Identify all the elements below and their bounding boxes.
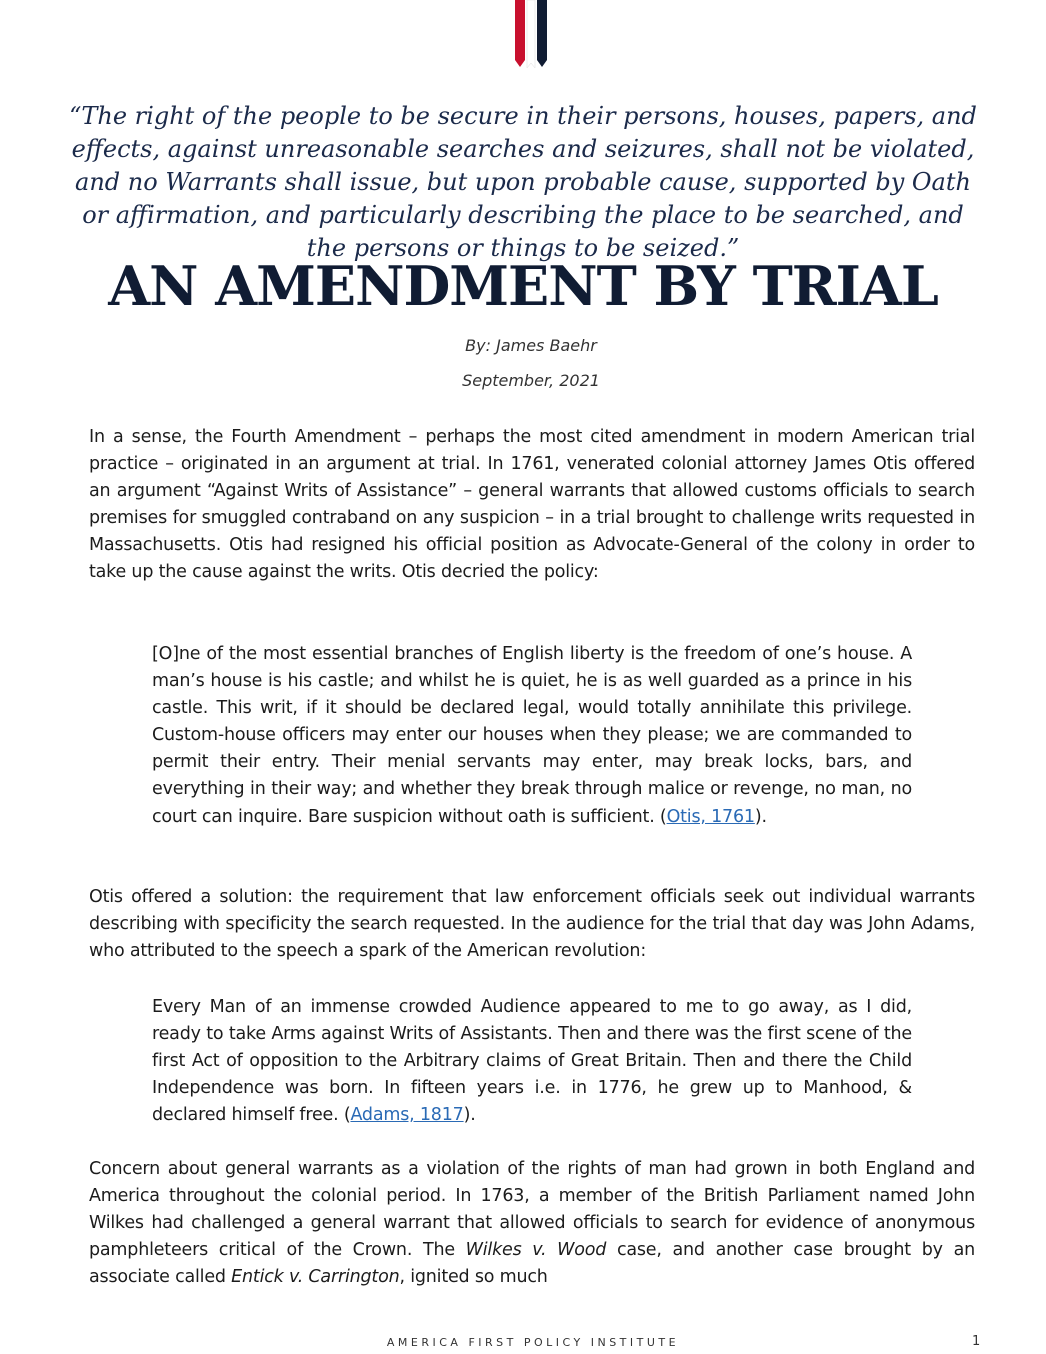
case-name-entick: Entick v. Carrington [231, 1267, 400, 1288]
quote-end: ). [754, 806, 767, 827]
quote-end: ). [463, 1105, 476, 1126]
ribbon-logo-icon [513, 0, 549, 70]
page-title: AN AMENDMENT BY TRIAL [108, 254, 938, 318]
footer-org-name: AMERICA FIRST POLICY INSTITUTE [386, 1336, 680, 1349]
page-number: 1 [972, 1334, 981, 1349]
paragraph-3 [89, 1156, 975, 1291]
case-name-wilkes: Wilkes v. Wood [465, 1240, 607, 1261]
paragraph-1: In a sense, the Fourth Amendment – perhaps the most cited amendment in modern American trial practice – originated in an argument at trial. In 1761, venerated colonial attorney James Otis offered an argument “Against Writs of Assistance” – general warrants that allowed customs officials to search premises for smuggled contraband on any suspicion – in a trial brought to challenge writs requested in Massachusetts. Otis had resigned his official position as Advocate-General of the colony in order to take up the cause against the writs. Otis decried the policy: [89, 427, 975, 583]
epigraph-quote: “The right of the people to be secure in their persons, houses, papers, and effects, against unreasonable searches and seizures, shall not be violated, and no Warrants shall issue, but upon probable cause, supported by Oath or affirmation, and particularly describing the place to be searched, and the persons or things to be seized.” [69, 102, 977, 262]
quote-text: Every Man of an immense crowded Audience appeared to me to go away, as I did, ready to take Arms against Writs of Assistants. Then and there was the first scene of the first Act of opposition to the Arbitrary claims of Great Britain. Then and there the Child Independence was born. In fifteen years i.e. in 1776, he grew up to Manhood, & declared himself free. ( [152, 997, 912, 1126]
publication-date: September, 2021 [462, 371, 600, 390]
paragraph-text: Concern about general warrants as a violation of the rights of man had grown in both England and America throughout the colonial period. In 1763, a member of the British Parliament named John Wilkes had challenged a general warrant that allowed officials to search for evidence of anonymous pamphleteers critical of the Crown. The [89, 1159, 975, 1261]
otis-citation-link[interactable]: Otis, 1761 [666, 806, 755, 827]
author-byline: By: James Baehr [465, 336, 597, 355]
block-quote-adams [152, 994, 912, 1129]
quote-text: [O]ne of the most essential branches of English liberty is the freedom of one’s house. A man’s house is his castle; and whilst he is quiet, he is as well guarded as a prince in his castle. This writ, if it should be declared legal, would totally annihilate this privilege. Custom-house officers may enter our houses when they please; we are commanded to permit their entry. Their menial servants may enter, may break locks, bars, and everything in their way; and whether they break through malice or revenge, no man, no court can inquire. Bare suspicion without oath is sufficient. ( [152, 644, 912, 827]
adams-citation-link[interactable]: Adams, 1817 [350, 1105, 464, 1126]
paragraph-text: , ignited so much [399, 1267, 548, 1288]
paragraph-2: Otis offered a solution: the requirement that law enforcement officials seek out individual warrants describing with specificity the search requested. In the audience for the trial that day was John Adams, who attributed to the speech a spark of the American revolution: [89, 887, 975, 962]
paragraph-text: case, and another case brought by an associate called [89, 1240, 975, 1288]
block-quote-otis [152, 641, 912, 831]
